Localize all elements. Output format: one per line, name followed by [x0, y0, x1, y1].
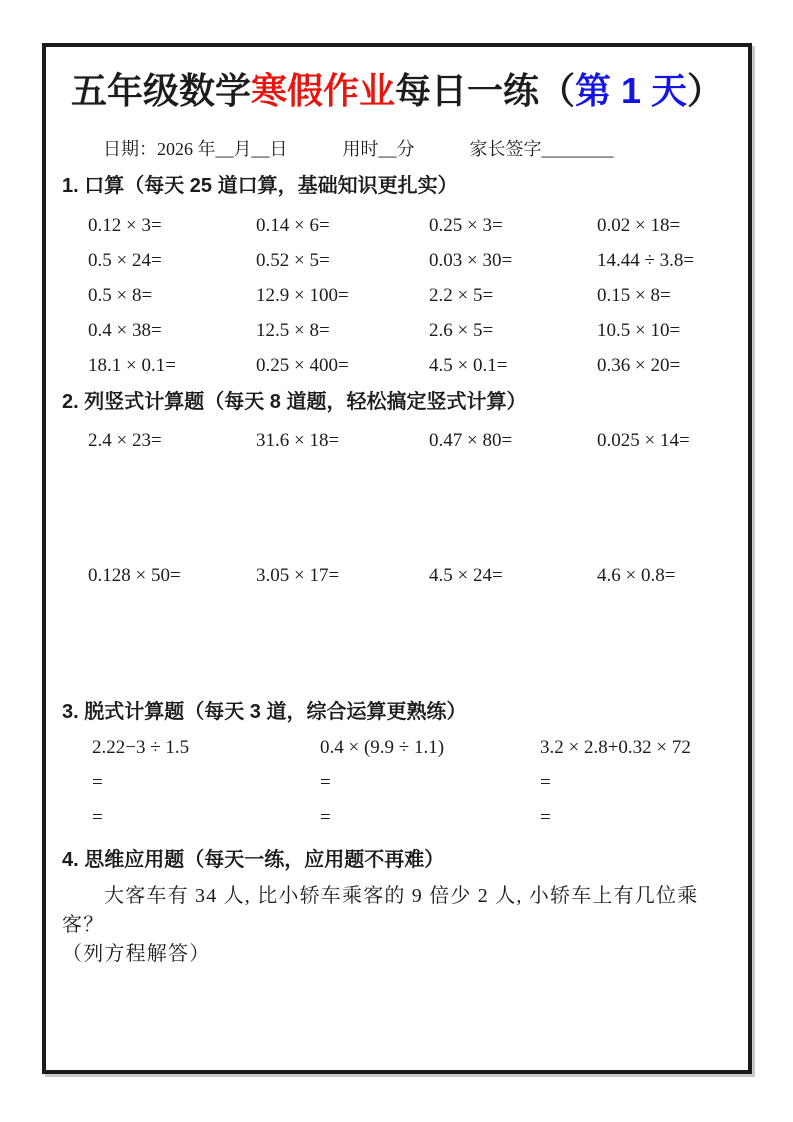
oral-problem: 0.14 × 6= [256, 215, 330, 236]
stepwise-problem: 2.22−3 ÷ 1.5 [92, 737, 190, 758]
stepwise-equals-sign: = [540, 772, 551, 793]
oral-problem: 4.5 × 0.1= [429, 355, 508, 376]
vertical-problem: 2.4 × 23= [88, 430, 162, 451]
date-blank-field: 日期：2026 年__月__日 [103, 139, 288, 159]
stepwise-column [540, 730, 748, 835]
oral-problem: 2.2 × 5= [429, 285, 494, 306]
section-oral-heading: 1. 口算（每天 25 道口算，基础知识更扎实） [62, 175, 458, 197]
stepwise-equals-sign: = [92, 772, 103, 793]
oral-problem: 0.4 × 38= [88, 320, 162, 341]
oral-problem: 12.9 × 100= [256, 285, 349, 306]
time-used-blank-field: 用时__分 [342, 139, 415, 159]
parent-signature-blank-field: 家长签字________ [469, 139, 614, 159]
title-daily-practice: 每日一练 [394, 70, 539, 111]
page-title [52, 67, 742, 114]
oral-problem: 0.25 × 3= [429, 215, 503, 236]
title-winter-homework-highlight: 寒假作业 [250, 70, 395, 111]
stepwise-problems-grid [46, 730, 748, 835]
oral-problem: 0.15 × 8= [597, 285, 671, 306]
stepwise-equals-sign: = [540, 807, 551, 828]
section-vertical-heading: 2. 列竖式计算题（每天 8 道题，轻松搞定竖式计算） [62, 391, 527, 413]
oral-problem: 14.44 ÷ 3.8= [597, 250, 695, 271]
stepwise-column [92, 730, 320, 835]
stepwise-equals-sign: = [320, 772, 331, 793]
title-grade-subject: 五年级数学 [70, 70, 251, 111]
vertical-problem: 4.6 × 0.8= [597, 565, 676, 586]
stepwise-problem: 0.4 × (9.9 ÷ 1.1) [320, 737, 445, 758]
oral-problem: 10.5 × 10= [597, 320, 681, 341]
oral-problem: 0.02 × 18= [597, 215, 681, 236]
vertical-problem: 0.47 × 80= [429, 430, 513, 451]
oral-problem: 0.25 × 400= [256, 355, 349, 376]
oral-problem: 0.5 × 8= [88, 285, 153, 306]
oral-problem: 0.52 × 5= [256, 250, 330, 271]
title-day-label: 第 1 天 [575, 70, 688, 111]
vertical-problem: 31.6 × 18= [256, 430, 340, 451]
word-problem-note: （列方程解答） [62, 943, 211, 965]
vertical-problems-grid [46, 427, 748, 697]
word-problem-text: 大客车有 34 人, 比小轿车乘客的 9 倍少 2 人, 小轿车上有几位乘客？ [62, 885, 699, 936]
title-paren-close: ） [687, 70, 724, 111]
vertical-problem: 3.05 × 17= [256, 565, 340, 586]
oral-problem: 2.6 × 5= [429, 320, 494, 341]
oral-problem: 18.1 × 0.1= [88, 355, 176, 376]
stepwise-equals-sign: = [92, 807, 103, 828]
oral-problem: 12.5 × 8= [256, 320, 330, 341]
vertical-problem: 0.128 × 50= [88, 565, 181, 586]
oral-problem: 0.12 × 3= [88, 215, 162, 236]
title-paren-open: （ [538, 70, 575, 111]
stepwise-problem: 3.2 × 2.8+0.32 × 72 [540, 737, 691, 758]
worksheet-frame [42, 43, 752, 1074]
vertical-problem: 0.025 × 14= [597, 430, 690, 451]
stepwise-equals-sign: = [320, 807, 331, 828]
stepwise-column [320, 730, 540, 835]
oral-problems-grid [46, 208, 748, 383]
vertical-problem: 4.5 × 24= [429, 565, 503, 586]
meta-row [103, 137, 748, 161]
section-stepwise-heading: 3. 脱式计算题（每天 3 道，综合运算更熟练） [62, 701, 467, 723]
oral-problem: 0.36 × 20= [597, 355, 681, 376]
section-word-heading: 4. 思维应用题（每天一练，应用题不再难） [62, 849, 445, 871]
oral-problem: 0.03 × 30= [429, 250, 513, 271]
oral-problem: 0.5 × 24= [88, 250, 162, 271]
